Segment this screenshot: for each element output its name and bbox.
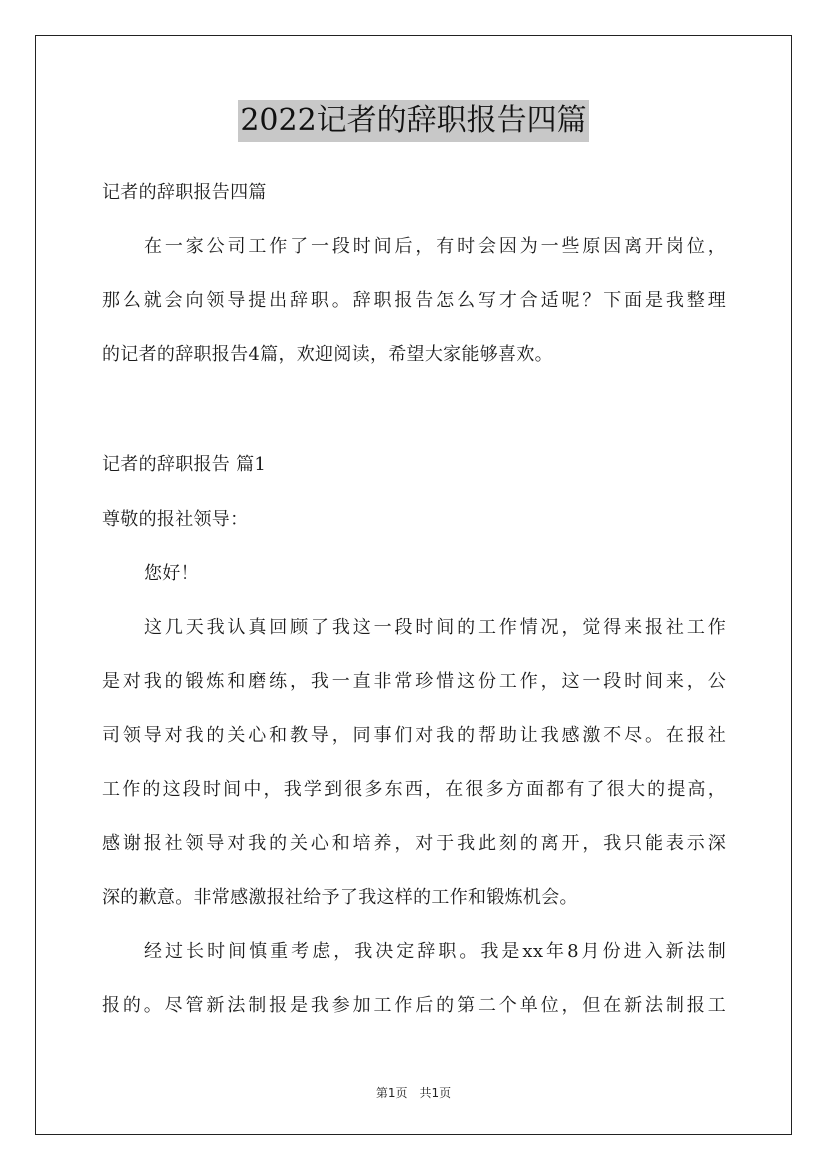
section-heading: 记者的辞职报告 篇1 — [102, 454, 267, 475]
paragraph1-line-4: 工作的这段时间中，我学到很多东西，在很多方面都有了很大的提高， — [102, 779, 726, 800]
paragraph1-line-2: 是对我的锻炼和磨练，我一直非常珍惜这份工作，这一段时间来，公 — [102, 671, 726, 692]
greeting: 您好！ — [144, 563, 199, 584]
paragraph2-line-1: 经过长时间慎重考虑，我决定辞职。我是xx年8月份进入新法制 — [144, 941, 726, 962]
paragraph1-line-5: 感谢报社领导对我的关心和培养，对于我此刻的离开，我只能表示深 — [102, 833, 726, 854]
paragraph2-line-2: 报的。尽管新法制报是我参加工作后的第二个单位，但在新法制报工 — [102, 995, 726, 1016]
paragraph1-line-6: 深的歉意。非常感激报社给予了我这样的工作和锻炼机会。 — [102, 887, 578, 908]
title-wrap — [0, 100, 827, 142]
document-subtitle: 记者的辞职报告四篇 — [102, 182, 267, 203]
intro-line-3: 的记者的辞职报告4篇，欢迎阅读，希望大家能够喜欢。 — [102, 344, 553, 365]
intro-line-1: 在一家公司工作了一段时间后，有时会因为一些原因离开岗位， — [144, 236, 726, 257]
intro-line-2: 那么就会向领导提出辞职。辞职报告怎么写才合适呢？下面是我整理 — [102, 290, 726, 311]
salutation: 尊敬的报社领导： — [102, 509, 249, 530]
paragraph1-line-1: 这几天我认真回顾了我这一段时间的工作情况，觉得来报社工作 — [144, 617, 726, 638]
page-footer: 第1页 共1页 — [375, 1086, 452, 1100]
document-title: 2022记者的辞职报告四篇 — [238, 100, 588, 142]
paragraph1-line-3: 司领导对我的关心和教导，同事们对我的帮助让我感激不尽。在报社 — [102, 725, 726, 746]
